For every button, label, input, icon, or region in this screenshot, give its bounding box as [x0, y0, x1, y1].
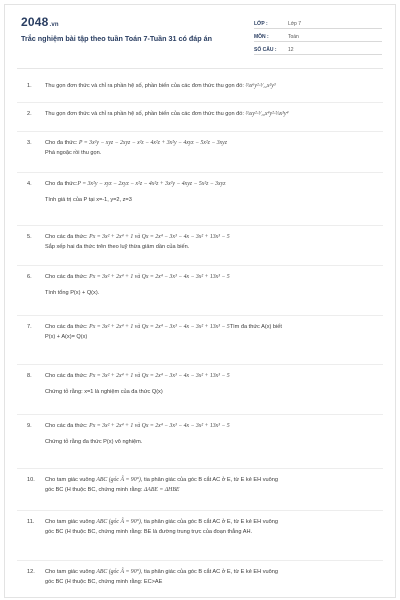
question-body: [45, 232, 383, 252]
question-body: [45, 475, 383, 495]
question-line: [45, 148, 383, 158]
question-text: Tính tổng P(x) + Q(x).: [45, 290, 100, 296]
question-text: Sắp xếp hai đa thức trên theo luỹ thừa giảm dần của biến.: [45, 244, 190, 250]
question-text: góc BC (H thuộc BC, chứng minh rằng:: [45, 487, 144, 493]
meta-value: Toán: [288, 34, 299, 40]
question-text: Cho các đa thức:: [45, 234, 90, 240]
question-number: 2.: [27, 111, 32, 117]
question-number: 10.: [27, 477, 35, 483]
math-expression: P = 3x²y − xyz − 2xyz − x²z − 4x²z + 3x²y − 4xyz − 5x²z − 3xyz: [77, 181, 226, 187]
question-separator: [17, 131, 383, 132]
question-text: Cho tam giác vuông: [45, 477, 97, 483]
question-number: 1.: [27, 83, 32, 89]
question-text: Cho các đa thức:: [45, 423, 90, 429]
question-separator: [17, 172, 383, 173]
question-separator: [17, 364, 383, 365]
meta-row-class: [254, 16, 382, 29]
question-line: [45, 577, 383, 587]
question-number: 8.: [27, 373, 32, 379]
question-body: [45, 421, 383, 447]
question-text: Cho các đa thức:: [45, 373, 90, 379]
math-expression: ABC (góc Â = 90°): [96, 519, 141, 525]
question-text: góc BC (H thuộc BC, chứng minh rằng: EC>AE: [45, 579, 163, 585]
math-expression: ABC (góc Â = 90°): [96, 569, 141, 575]
math-expression: ABC (góc Â = 90°): [96, 477, 141, 483]
question-line: [45, 485, 383, 495]
question-number: 12.: [27, 569, 35, 575]
question-text: Cho tam giác vuông: [45, 519, 97, 525]
question-line: [45, 475, 383, 485]
question-line: [45, 517, 383, 527]
logo-main-text: 2048: [21, 15, 49, 29]
math-expression: Px = 3x² + 2x⁴ + 1 và Qx = 2x⁴ − 3x³ − 4x − 3x² + 13x³ − 5: [89, 324, 230, 330]
meta-value: 12: [288, 47, 294, 53]
question-text: P(x) + A(x)= Q(x): [45, 334, 88, 340]
question-body: [45, 371, 383, 397]
question-body: [45, 138, 383, 158]
question-line: [45, 232, 383, 242]
math-expression: P = 3x²y − xyz − 2xyz − x²z − 4x²z + 3x²y − 4xyz − 5x²z − 3xyz: [78, 140, 228, 146]
question-text: Cho các đa thức:: [45, 324, 90, 330]
logo-sub-text: .vn: [49, 22, 59, 28]
question-number: 4.: [27, 181, 32, 187]
question-text: Phá ngoặc rồi thu gọn.: [45, 150, 102, 156]
math-expression: ⅔xy²·¹⁄₁₀x⁴y²·⅔x³y⁴: [245, 111, 289, 117]
question-text: Chứng tỏ rằng đa thức P(x) vô nghiệm.: [45, 439, 143, 445]
question-separator: [17, 414, 383, 415]
question-body: [45, 179, 383, 205]
question-line: [45, 322, 383, 332]
meta-table: [254, 16, 382, 55]
question-text: Tính giá trị của P tại x=-1, y=2, z=3: [45, 197, 132, 203]
question-number: 9.: [27, 423, 32, 429]
worksheet-page: [4, 4, 396, 598]
question-number: 11.: [27, 519, 35, 525]
meta-key: LỚP :: [254, 21, 268, 27]
question-line: [45, 242, 383, 252]
question-line: [45, 81, 383, 91]
question-text: Chứng tỏ rằng: x=1 là nghiệm của đa thức Q(x): [45, 389, 163, 395]
meta-key: MÔN :: [254, 34, 269, 40]
question-number: 7.: [27, 324, 32, 330]
question-body: [45, 322, 383, 342]
question-number: 3.: [27, 140, 32, 146]
question-number: 6.: [27, 274, 32, 280]
meta-row-count: [254, 42, 382, 55]
question-line: [45, 437, 383, 447]
question-text: góc BC (H thuộc BC, chứng minh rằng: BE là đường trung trực của đoạn thẳng AH.: [45, 529, 253, 535]
math-expression: Px = 3x² + 2x⁴ + 1 và Qx = 2x⁴ − 3x³ − 4x − 3x² + 13x³ − 5: [89, 234, 230, 240]
question-body: [45, 272, 383, 298]
question-text-tail: Tìm đa thức A(x) biết: [229, 324, 282, 330]
question-body: [45, 517, 383, 537]
document-title: Trắc nghiệm bài tập theo tuần Toán 7-Tuần 31 có đáp án: [21, 34, 213, 43]
question-line: [45, 421, 383, 431]
meta-value: Lớp 7: [288, 21, 302, 27]
worksheet-header: [5, 5, 395, 67]
question-line: [45, 109, 383, 119]
question-separator: [17, 468, 383, 469]
question-separator: [17, 102, 383, 103]
math-expression: Px = 3x² + 2x⁴ + 1 và Qx = 2x⁴ − 3x³ − 4x − 3x² + 13x³ − 5: [89, 423, 230, 429]
site-logo[interactable]: [21, 15, 59, 29]
question-text: Cho đa thức:: [45, 140, 79, 146]
question-line: [45, 387, 383, 397]
question-body: [45, 109, 383, 119]
question-text-tail: , tia phân giác của góc B cắt AC ở E, từ E kẻ EH vuông: [140, 477, 278, 483]
question-line: [45, 527, 383, 537]
question-text-tail: , tia phân giác của góc B cắt AC ở E, từ E kẻ EH vuông: [140, 519, 278, 525]
question-line: [45, 272, 383, 282]
question-separator: [17, 265, 383, 266]
question-separator: [17, 225, 383, 226]
question-line: [45, 371, 383, 381]
question-line: [45, 195, 383, 205]
question-number: 5.: [27, 234, 32, 240]
meta-row-subject: [254, 29, 382, 42]
question-separator: [17, 315, 383, 316]
question-line: [45, 179, 383, 189]
question-text: Thu gọn đơn thức và chỉ ra phần hệ số, phần biến của các đơn thức thu gọn đó:: [45, 83, 246, 89]
math-expression: Px = 3x² + 2x⁴ + 1 và Qx = 2x⁴ − 3x³ − 4x − 3x² + 13x³ − 5: [89, 274, 230, 280]
question-line: [45, 288, 383, 298]
question-text: Thu gọn đơn thức và chỉ ra phần hệ số, phần biến của các đơn thức thu gọn đó:: [45, 111, 246, 117]
question-text: Cho đa thức:: [45, 181, 78, 187]
math-expression: ⅔x⁶y²·¹⁄₁₂x²y³: [245, 83, 276, 89]
question-body: [45, 81, 383, 91]
question-text-tail: , tia phân giác của góc B cắt AC ở E, từ E kẻ EH vuông: [140, 569, 278, 575]
meta-key: SỐ CÂU :: [254, 47, 277, 53]
question-separator: [17, 510, 383, 511]
question-line: [45, 332, 383, 342]
question-body: [45, 567, 383, 587]
question-text: Cho tam giác vuông: [45, 569, 97, 575]
question-line: [45, 567, 383, 577]
question-text: Cho các đa thức:: [45, 274, 90, 280]
header-divider: [17, 68, 383, 69]
math-expression: ΔABE = ΔHBE: [143, 487, 180, 493]
question-separator: [17, 560, 383, 561]
question-line: [45, 138, 383, 148]
math-expression: Px = 3x² + 2x⁴ + 1 và Qx = 2x⁴ − 3x³ − 4x − 3x² + 13x³ − 5: [89, 373, 230, 379]
